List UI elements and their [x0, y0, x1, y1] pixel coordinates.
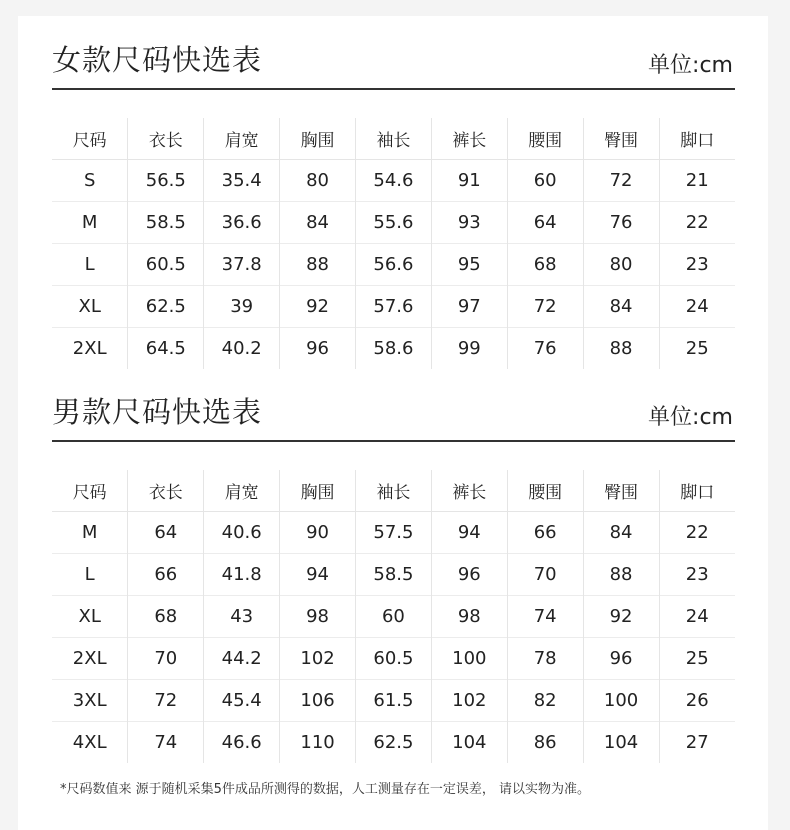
measurement-cell: 21: [685, 170, 709, 191]
men-size-section: [52, 382, 735, 753]
measurement-cell: 82: [507, 680, 583, 722]
table-row: [52, 554, 735, 596]
table-row: [52, 680, 735, 722]
size-label-cell: XL: [52, 286, 128, 328]
measurement-cell: 80: [280, 160, 356, 202]
table-row: [52, 328, 735, 370]
measurement-cell: 60.5: [356, 638, 432, 680]
men-section-header: [52, 382, 735, 442]
measurement-cell: 58.5: [356, 554, 432, 596]
column-header: 裤长: [431, 118, 507, 160]
table-row: [52, 638, 735, 680]
measurement-cell: 98: [280, 596, 356, 638]
measurement-cell: 22: [685, 212, 709, 233]
measurement-cell: 43: [204, 596, 280, 638]
column-header: 脚口: [659, 118, 735, 160]
table-row: [52, 596, 735, 638]
column-header: 衣长: [128, 470, 204, 512]
measurement-cell: 66: [507, 512, 583, 554]
measurement-cell: 84: [583, 286, 659, 328]
women-size-section: [52, 30, 735, 359]
measurement-cell: 46.6: [204, 722, 280, 764]
column-header: 腰围: [507, 118, 583, 160]
measurement-cell: 57.6: [356, 286, 432, 328]
column-header: 臀围: [583, 470, 659, 512]
measurement-cell: 61.5: [356, 680, 432, 722]
measurement-cell: 78: [507, 638, 583, 680]
measurement-cell: 76: [507, 328, 583, 370]
table-row: [52, 286, 735, 328]
measurement-cell: 66: [128, 554, 204, 596]
measurement-cell: 106: [280, 680, 356, 722]
men-table-body: [52, 512, 735, 764]
measurement-cell: 36.6: [204, 202, 280, 244]
measurement-cell: 84: [583, 512, 659, 554]
measurement-cell: 64: [128, 512, 204, 554]
column-header: 臀围: [583, 118, 659, 160]
men-section-title: 男款尺码快选表: [52, 395, 263, 429]
column-header: 肩宽: [204, 470, 280, 512]
measurement-cell: 58.6: [356, 328, 432, 370]
measurement-cell: 94: [431, 512, 507, 554]
measurement-cell: 94: [280, 554, 356, 596]
measurement-cell: 102: [431, 680, 507, 722]
table-row: [52, 722, 735, 764]
women-table-body: [52, 160, 735, 370]
women-section-title: 女款尺码快选表: [52, 43, 263, 77]
measurement-cell: 72: [507, 286, 583, 328]
measurement-cell: 40.6: [204, 512, 280, 554]
measurement-cell: 62.5: [128, 286, 204, 328]
measurement-cell: 55.6: [356, 202, 432, 244]
measurement-cell: 102: [280, 638, 356, 680]
measurement-cell: 54.6: [356, 160, 432, 202]
measurement-cell: 27: [685, 732, 709, 753]
measurement-cell: 74: [128, 722, 204, 764]
size-label-cell: 3XL: [52, 680, 128, 722]
measurement-cell: 90: [280, 512, 356, 554]
measurement-cell: 56.5: [128, 160, 204, 202]
measurement-cell: 24: [685, 606, 709, 627]
men-table-head: [52, 470, 735, 512]
measurement-cell: 39: [204, 286, 280, 328]
measurement-cell: 97: [431, 286, 507, 328]
measurement-cell: 110: [280, 722, 356, 764]
measurement-cell: 37.8: [204, 244, 280, 286]
women-unit-label: 单位:cm: [648, 53, 733, 78]
measurement-cell: 100: [583, 680, 659, 722]
measurement-cell: 80: [583, 244, 659, 286]
measurement-cell: 41.8: [204, 554, 280, 596]
measurement-cell: 23: [685, 254, 709, 275]
measurement-cell: 25: [685, 648, 709, 669]
size-label-cell: 2XL: [52, 638, 128, 680]
measurement-cell: 24: [685, 296, 709, 317]
measurement-cell: 98: [431, 596, 507, 638]
measurement-cell: 45.4: [204, 680, 280, 722]
women-section-header: [52, 30, 735, 90]
measurement-cell: 104: [583, 722, 659, 764]
measurement-cell: 92: [280, 286, 356, 328]
size-label-cell: S: [52, 160, 128, 202]
women-size-table: [52, 118, 735, 369]
column-header: 脚口: [659, 470, 735, 512]
size-label-cell: XL: [52, 596, 128, 638]
measurement-cell: 88: [280, 244, 356, 286]
measurement-cell: 88: [583, 328, 659, 370]
men-header-row: [52, 470, 735, 512]
column-header: 尺码: [52, 470, 128, 512]
measurement-cell: 25: [685, 338, 709, 359]
column-header: 腰围: [507, 470, 583, 512]
measurement-cell: 44.2: [204, 638, 280, 680]
table-row: [52, 244, 735, 286]
column-header: 肩宽: [204, 118, 280, 160]
table-row: [52, 202, 735, 244]
measurement-cell: 92: [583, 596, 659, 638]
measurement-cell: 57.5: [356, 512, 432, 554]
measurement-cell: 96: [431, 554, 507, 596]
size-label-cell: 4XL: [52, 722, 128, 764]
measurement-cell: 76: [583, 202, 659, 244]
size-label-cell: M: [52, 512, 128, 554]
women-header-row: [52, 118, 735, 160]
measurement-cell: 96: [280, 328, 356, 370]
size-label-cell: M: [52, 202, 128, 244]
measurement-footnote: *尺码数值来 源于随机采集5件成品所测得的数据，人工测量存在一定误差， 请以实物为准。: [60, 782, 591, 797]
measurement-cell: 62.5: [356, 722, 432, 764]
column-header: 尺码: [52, 118, 128, 160]
table-row: [52, 160, 735, 202]
table-row: [52, 512, 735, 554]
measurement-cell: 60: [356, 596, 432, 638]
column-header: 袖长: [356, 118, 432, 160]
measurement-cell: 95: [431, 244, 507, 286]
measurement-cell: 99: [431, 328, 507, 370]
column-header: 袖长: [356, 470, 432, 512]
measurement-cell: 35.4: [204, 160, 280, 202]
column-header: 裤长: [431, 470, 507, 512]
measurement-cell: 26: [685, 690, 709, 711]
measurement-cell: 22: [685, 522, 709, 543]
size-label-cell: L: [52, 244, 128, 286]
measurement-cell: 60.5: [128, 244, 204, 286]
measurement-cell: 70: [507, 554, 583, 596]
men-size-table: [52, 470, 735, 763]
measurement-cell: 23: [685, 564, 709, 585]
measurement-cell: 96: [583, 638, 659, 680]
measurement-cell: 70: [128, 638, 204, 680]
measurement-cell: 91: [431, 160, 507, 202]
measurement-cell: 72: [583, 160, 659, 202]
measurement-cell: 104: [431, 722, 507, 764]
column-header: 胸围: [280, 118, 356, 160]
measurement-cell: 74: [507, 596, 583, 638]
column-header: 衣长: [128, 118, 204, 160]
women-table-head: [52, 118, 735, 160]
size-label-cell: L: [52, 554, 128, 596]
measurement-cell: 40.2: [204, 328, 280, 370]
measurement-cell: 56.6: [356, 244, 432, 286]
size-label-cell: 2XL: [52, 328, 128, 370]
men-unit-label: 单位:cm: [648, 405, 733, 430]
measurement-cell: 58.5: [128, 202, 204, 244]
column-header: 胸围: [280, 470, 356, 512]
measurement-cell: 60: [507, 160, 583, 202]
measurement-cell: 84: [280, 202, 356, 244]
measurement-cell: 100: [431, 638, 507, 680]
measurement-cell: 88: [583, 554, 659, 596]
measurement-cell: 72: [128, 680, 204, 722]
measurement-cell: 64: [507, 202, 583, 244]
measurement-cell: 64.5: [128, 328, 204, 370]
measurement-cell: 68: [128, 596, 204, 638]
measurement-cell: 86: [507, 722, 583, 764]
measurement-cell: 68: [507, 244, 583, 286]
measurement-cell: 93: [431, 202, 507, 244]
